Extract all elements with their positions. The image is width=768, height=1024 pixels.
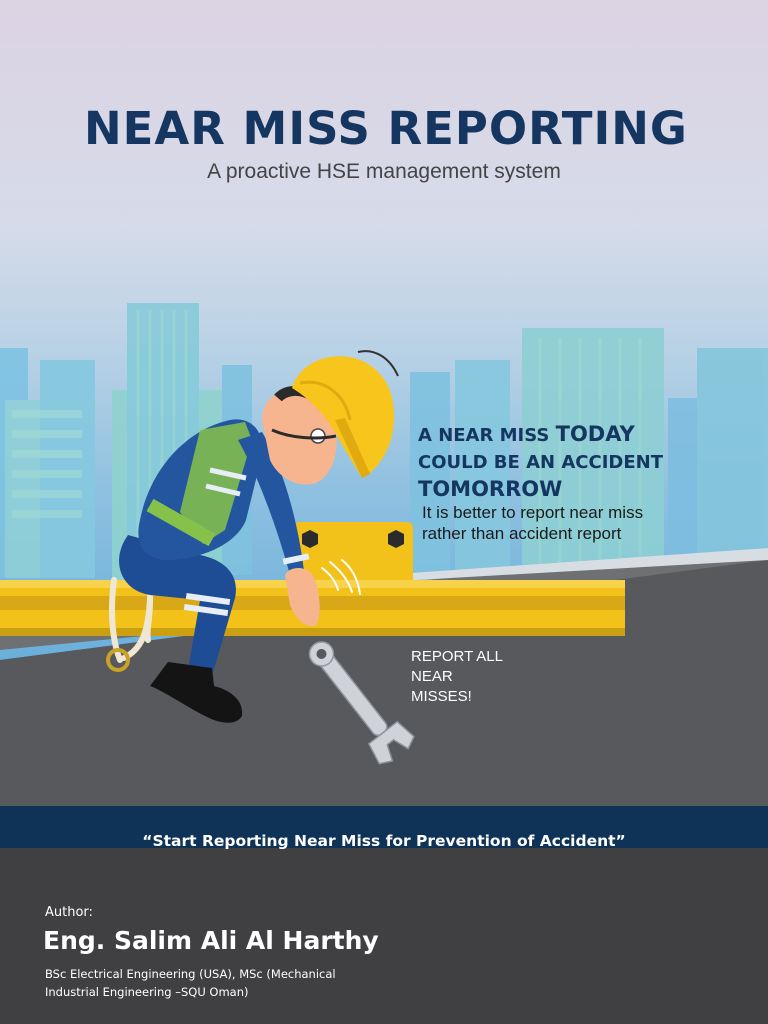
author-name: Eng. Salim Ali Al Harthy [43,926,379,955]
cover-subtitle: A proactive HSE management system [207,160,561,183]
slogan-line-3: TOMORROW [418,477,563,501]
cover-quote: “Start Reporting Near Miss for Prevention of Accident” [142,832,626,850]
report-line: MISSES! [411,688,472,705]
report-callout [411,647,561,707]
credentials-line: Industrial Engineering –SQU Oman) [45,985,249,999]
credentials-line: BSc Electrical Engineering (USA), MSc (Mechanical [45,967,336,981]
tip-line: It is better to report near miss [422,503,644,522]
cover-title: NEAR MISS REPORTING [84,102,688,155]
tip-text [422,502,742,544]
slogan-prefix: A NEAR MISS [418,425,556,446]
slogan-line-1 [418,421,748,449]
slogan-block [418,421,748,503]
report-line: REPORT ALL [411,648,503,665]
slogan-line-2: COULD BE AN ACCIDENT [418,452,663,473]
report-line: NEAR [411,668,453,685]
slogan-emphasis: TODAY [555,422,635,446]
author-label: Author: [45,905,93,920]
tip-line: rather than accident report [422,524,622,543]
author-credentials [45,965,405,1001]
